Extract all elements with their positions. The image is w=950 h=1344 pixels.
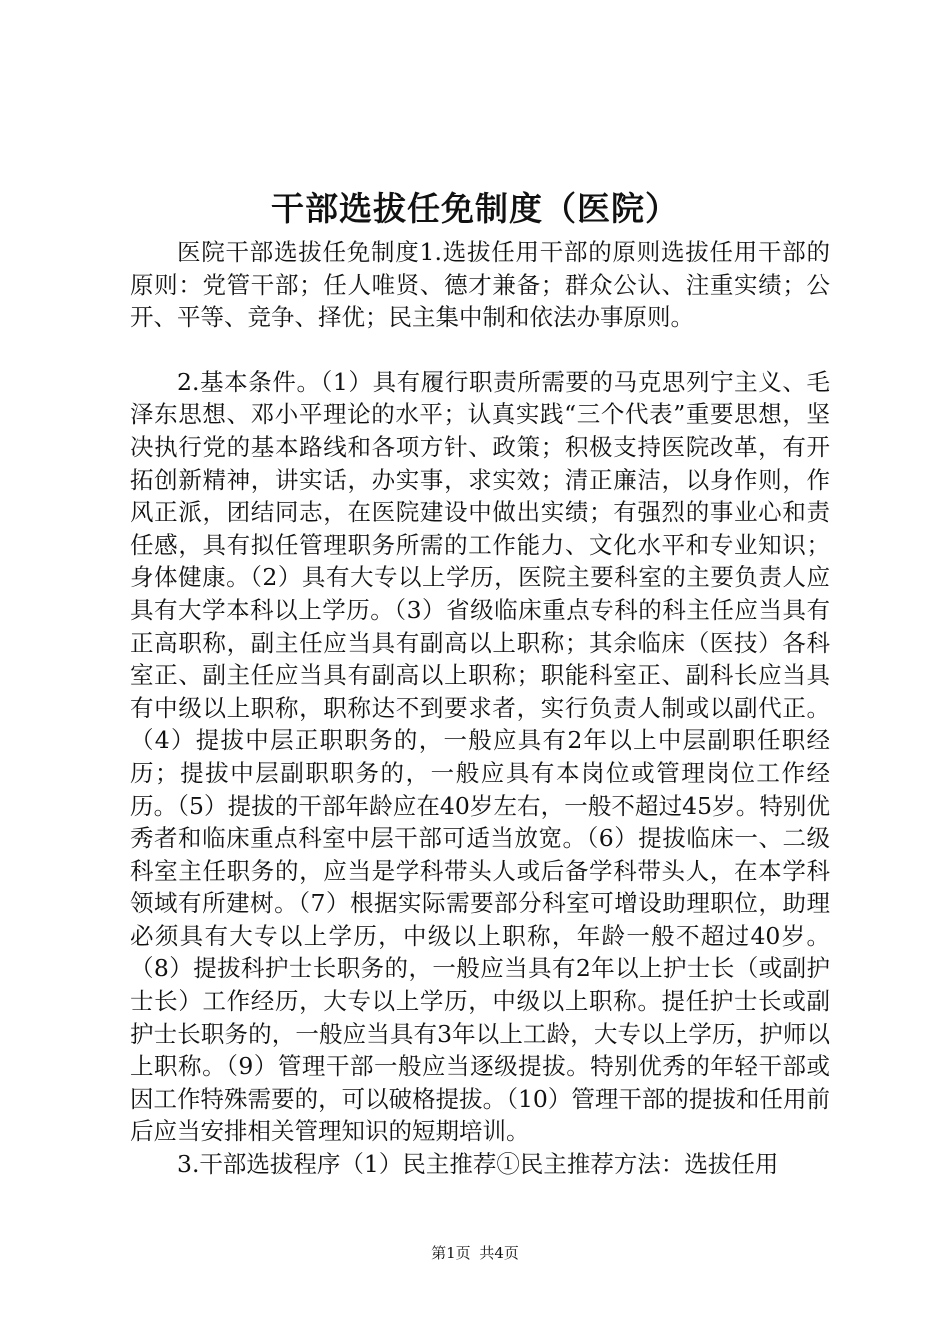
page-footer [0,1243,950,1263]
paragraph-basic-conditions: 2.基本条件。（1）具有履行职责所需要的马克思列宁主义、毛泽东思想、邓小平理论的水平；认真实践“三个代表”重要思想，坚决执行党的基本路线和各项方针、政策；积极支持医院改革，有开拓创新精神，讲实话，办实事，求实效；清正廉洁，以身作则，作风正派，团结同志，在医院建设中做出实绩；有强烈的事业心和责任感，具有拟任管理职务所需的工作能力、文化水平和专业知识；身体健康。（2）具有大专以上学历，医院主要科室的主要负责人应具有大学本科以上学历。（3）省级临床重点专科的科主任应当具有正高职称，副主任应当具有副高以上职称；其余临床（医技）各科室正、副主任应当具有副高以上职称；职能科室正、副科长应当具有中级以上职称，职称达不到要求者，实行负责人制或以副代正。（4）提拔中层正职职务的，一般应具有2年以上中层副职任职经历；提拔中层副职职务的，一般应具有本岗位或管理岗位工作经历。（5）提拔的干部年龄应在40岁左右，一般不超过45岁。特别优秀者和临床重点科室中层干部可适当放宽。（6）提拔临床一、二级科室主任职务的，应当是学科带头人或后备学科带头人，在本学科领域有所建树。（7）根据实际需要部分科室可增设助理职位，助理必须具有大专以上学历，中级以上职称，年龄一般不超过40岁。（8）提拔科护士长职务的，一般应当具有2年以上护士长（或副护士长）工作经历，大专以上学历，中级以上职称。提任护士长或副护士长职务的，一般应当具有3年以上工龄，大专以上学历，护师以上职称。（9）管理干部一般应当逐级提拔。特别优秀的年轻干部或因工作特殊需要的，可以破格提拔。（10）管理干部的提拔和任用前后应当安排相关管理知识的短期培训。 [130,367,830,1146]
page-total: 共4页 [479,1244,519,1262]
paragraph-principles: 医院干部选拔任免制度1.选拔任用干部的原则选拔任用干部的原则：党管干部；任人唯贤、德才兼备；群众公认、注重实绩；公开、平等、竞争、择优；民主集中制和依法办事原则。 [130,238,830,332]
paragraph-gap [130,334,830,366]
document-title: 干部选拔任免制度（医院） [271,189,679,228]
page-number: 第1页 [431,1244,471,1262]
paragraph-selection-procedure: 3.干部选拔程序（1）民主推荐①民主推荐方法：选拔任用 [177,1150,779,1179]
document-body [130,236,830,1181]
